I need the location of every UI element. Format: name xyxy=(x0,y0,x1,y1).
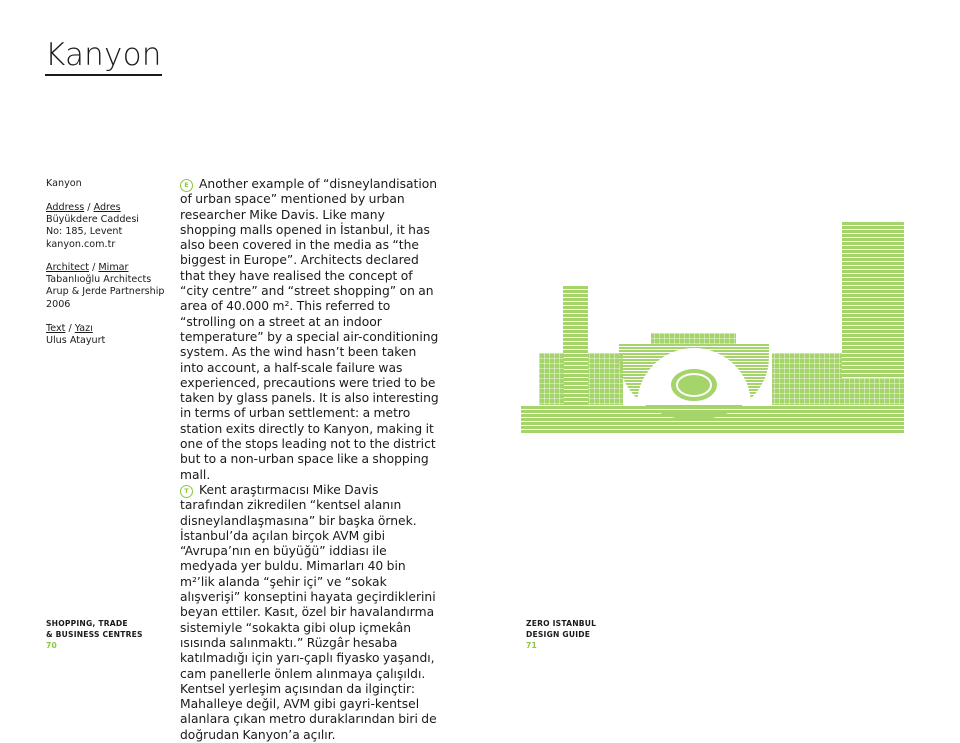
address-line: No: 185, Levent xyxy=(46,226,123,238)
footer-right-line1: ZERO ISTANBUL xyxy=(526,619,597,628)
turkish-marker-icon: T xyxy=(180,485,193,498)
footer-right-line2: DESIGN GUIDE xyxy=(526,630,591,639)
architect-block xyxy=(46,262,165,311)
footer-right xyxy=(526,618,596,651)
english-paragraph xyxy=(180,177,442,483)
footer-left xyxy=(46,618,143,651)
architect-line: Arup & Jerde Partnership xyxy=(46,286,165,298)
page-number-right: 71 xyxy=(526,641,537,650)
footer-left-line1: SHOPPING, TRADE xyxy=(46,619,128,628)
address-line: Büyükdere Caddesi xyxy=(46,214,139,226)
page-number-left: 70 xyxy=(46,641,57,650)
project-name-text: Kanyon xyxy=(46,178,82,189)
project-name xyxy=(46,178,82,190)
text-credit-block xyxy=(46,323,105,347)
address-website: kanyon.com.tr xyxy=(46,238,116,250)
article-body xyxy=(180,177,442,743)
turkish-paragraph xyxy=(180,483,442,743)
architect-line: Tabanlıoğlu Architects xyxy=(46,274,152,286)
architect-label: Architect xyxy=(46,262,90,273)
text-label-tr: Yazı xyxy=(74,323,93,334)
architect-slash: / xyxy=(89,262,99,273)
english-marker-icon: E xyxy=(180,179,193,192)
address-label: Address xyxy=(46,202,85,213)
text-label: Text xyxy=(46,323,66,334)
architect-year: 2006 xyxy=(46,298,71,310)
kanyon-building-illustration xyxy=(519,218,905,436)
address-label-tr: Adres xyxy=(93,202,121,213)
ground-base xyxy=(521,405,904,433)
architect-heading xyxy=(46,262,165,274)
address-heading xyxy=(46,202,139,214)
address-slash: / xyxy=(84,202,94,213)
text-slash: / xyxy=(65,323,75,334)
architect-label-tr: Mimar xyxy=(98,262,129,273)
address-block xyxy=(46,202,139,251)
english-text: Another example of “disneylandisation of urban space” mentioned by urban researcher Mike Davis. Like many shopping malls opened in İstanbul, it has also been covered in the media as “the biggest in Europe”. Architects declared that they have realised the concept of “city centre” and “street shopping” on an area of 40.000 m². This referred to “strolling on a street at an indoor temperature” by a special air-conditioning system. As the wind hasn’t been taken into account, a half-scale failure was experienced, precautions were tried to be taken by glass panels. It is also interesting in terms of urban settlement: a metro station exits directly to Kanyon, making it one of the stops leading not to the district but to a non-urban space like a shopping mall. xyxy=(180,177,439,482)
text-heading xyxy=(46,323,105,335)
author-name: Ulus Atayurt xyxy=(46,335,106,347)
turkish-text: Kent araştırmacısı Mike Davis tarafından zikredilen “kentsel alanın disneylandlaşmasına” bir başka örnek. İstanbul’da açılan birçok AVM gibi “Avrupa’nın en büyüğü” iddiası ile medyada yer buldu. Mimarları 40 bin m²’lik alanda “şehir içi” ve “sokak alışverişi” konseptini hayata geçirdiklerini beyan ettiler. Kasıt, özel bir havalandırma sistemiyle “sokakta gibi olup içmekân ısısında salınmaktı.” Rüzgâr hesaba katılmadığı için yarı-çaplı fiyasko yaşandı, cam panellerle önlem alınmaya çalışıldı. Kentsel yerleşim açısından da ilginçtir: Mahalleye değil, AVM gibi gayri-kentsel alanlara çıkan metro duraklarından biri de doğrudan Kanyon’a açılır. xyxy=(180,482,437,742)
right-tower xyxy=(842,221,904,405)
left-tower xyxy=(563,285,588,405)
footer-left-line2: & BUSINESS CENTRES xyxy=(46,630,143,639)
page-title: Kanyon xyxy=(45,38,162,76)
